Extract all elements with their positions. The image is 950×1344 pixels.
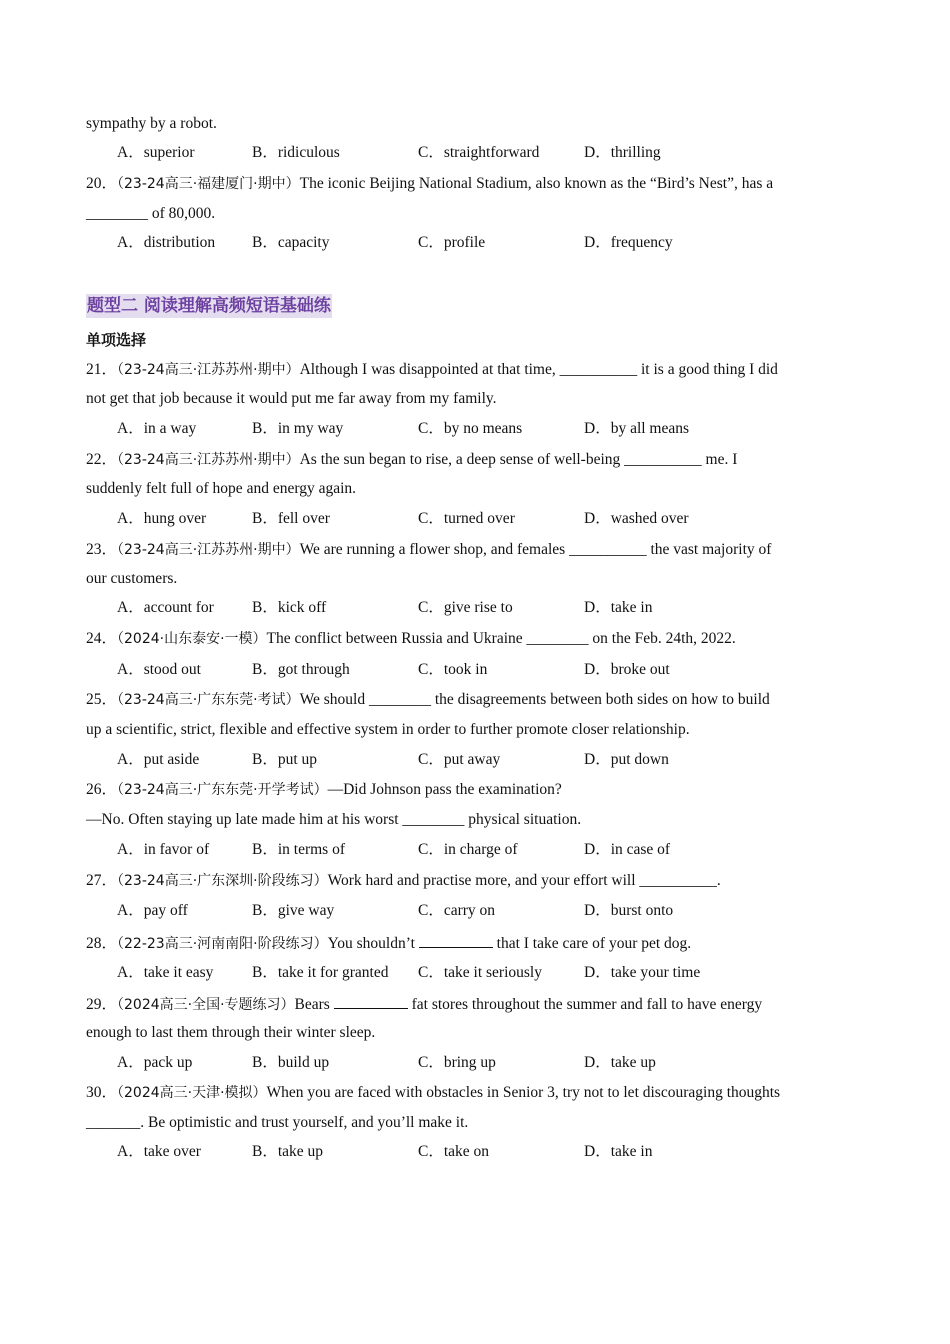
- q29-option-a: A．pack up: [117, 1054, 193, 1071]
- q27-option-d: D．burst onto: [584, 902, 674, 919]
- q25-stem-line1: [86, 690, 770, 710]
- q23-option-b: B．kick off: [252, 599, 327, 616]
- q20-stem-line2: ________ of 80,000.: [86, 205, 216, 222]
- q23-text: We are running a flower shop, and females __________ the vast majority of: [299, 541, 772, 558]
- q23-number: 23．: [86, 541, 118, 558]
- q28-option-d: D．take your time: [584, 964, 701, 981]
- q26-option-a: A．in favor of: [117, 841, 210, 858]
- q25-option-d: D．put down: [584, 751, 669, 768]
- q28-number: 28．: [86, 935, 118, 952]
- q25-stem-line2: up a scientific, strict, flexible and effective system in order to further promote closer relationship.: [86, 721, 690, 738]
- q24-number: 24．: [86, 630, 118, 647]
- q27-stem-line1: [86, 871, 721, 891]
- q20-text: The iconic Beijing National Stadium, also known as the “Bird’s Nest”, has a: [299, 175, 774, 192]
- q24-source: （2024·山东泰安·一模）: [117, 631, 267, 647]
- q30-text: When you are faced with obstacles in Senior 3, try not to let discouraging thoughts: [266, 1084, 781, 1101]
- q19-option-a: A．superior: [117, 144, 195, 161]
- q26-option-d: D．in case of: [584, 841, 671, 858]
- q30-option-a: A．take over: [117, 1143, 201, 1160]
- q24-option-a: A．stood out: [117, 661, 201, 678]
- q19-option-b: B．ridiculous: [252, 144, 340, 161]
- section-heading: 题型二 阅读理解高频短语基础练: [87, 296, 331, 316]
- q30-option-b: B．take up: [252, 1143, 324, 1160]
- q23-options: [117, 598, 877, 618]
- q23-option-a: A．account for: [117, 599, 214, 616]
- q26-number: 26．: [86, 781, 118, 798]
- q30-source: （2024高三·天津·模拟）: [117, 1085, 267, 1101]
- q22-source: （23-24高三·江苏苏州·期中）: [117, 452, 300, 468]
- q26-stem-line2: —No. Often staying up late made him at his worst ________ physical situation.: [86, 811, 582, 828]
- q22-options: [117, 509, 877, 529]
- q28-options: [117, 963, 877, 983]
- q20-source: （23-24高三·福建厦门·期中）: [117, 176, 300, 192]
- q27-option-c: C．carry on: [418, 902, 496, 919]
- q20-option-c: C．profile: [418, 234, 486, 251]
- q24-options: [117, 660, 877, 680]
- q30-option-d: D．take in: [584, 1143, 653, 1160]
- q26-text: —Did Johnson pass the examination?: [327, 781, 562, 798]
- q30-option-c: C．take on: [418, 1143, 490, 1160]
- q29-source: （2024高三·全国·专题练习）: [117, 997, 295, 1013]
- q25-text: We should ________ the disagreements between both sides on how to build: [299, 691, 770, 708]
- q19-text-tail: sympathy by a robot.: [86, 115, 217, 132]
- q25-option-a: A．put aside: [117, 751, 200, 768]
- q21-number: 21．: [86, 361, 118, 378]
- q23-source: （23-24高三·江苏苏州·期中）: [117, 542, 300, 558]
- q28-option-c: C．take it seriously: [418, 964, 542, 981]
- q30-stem-line1: [86, 1083, 780, 1103]
- q30-stem-line2: _______. Be optimistic and trust yourself, and you’ll make it.: [86, 1114, 469, 1131]
- q28-option-a: A．take it easy: [117, 964, 214, 981]
- q28-blank: [419, 932, 493, 948]
- q22-number: 22．: [86, 451, 118, 468]
- q22-option-b: B．fell over: [252, 510, 330, 527]
- q21-option-a: A．in a way: [117, 420, 197, 437]
- q24-text: The conflict between Russia and Ukraine ________ on the Feb. 24th, 2022.: [266, 630, 736, 647]
- q21-option-d: D．by all means: [584, 420, 690, 437]
- q26-source: （23-24高三·广东东莞·开学考试）: [117, 782, 328, 798]
- q29-option-c: C．bring up: [418, 1054, 496, 1071]
- section-subheading: 单项选择: [86, 331, 147, 349]
- q22-text: As the sun began to rise, a deep sense of well-being __________ me. I: [299, 451, 738, 468]
- q25-source: （23-24高三·广东东莞·考试）: [117, 692, 300, 708]
- q21-options: [117, 419, 877, 439]
- q24-option-d: D．broke out: [584, 661, 670, 678]
- q29-option-b: B．build up: [252, 1054, 330, 1071]
- q20-option-b: B．capacity: [252, 234, 330, 251]
- q29-options: [117, 1053, 877, 1073]
- q20-option-d: D．frequency: [584, 234, 673, 251]
- q27-number: 27．: [86, 872, 118, 889]
- q28-text-pre: You shouldn’t: [327, 935, 415, 952]
- q23-option-d: D．take in: [584, 599, 653, 616]
- q29-blank: [334, 993, 408, 1009]
- q27-source: （23-24高三·广东深圳·阶段练习）: [117, 873, 328, 889]
- q25-number: 25．: [86, 691, 118, 708]
- q19-option-c: C．straightforward: [418, 144, 540, 161]
- q22-stem-line1: [86, 450, 737, 470]
- q21-stem-line2: not get that job because it would put me far away from my family.: [86, 390, 497, 407]
- q20-option-a: A．distribution: [117, 234, 216, 251]
- q29-number: 29．: [86, 996, 118, 1013]
- q26-option-c: C．in charge of: [418, 841, 518, 858]
- q24-option-c: C．took in: [418, 661, 488, 678]
- q21-option-b: B．in my way: [252, 420, 344, 437]
- q20-number: 20．: [86, 175, 118, 192]
- q26-option-b: B．in terms of: [252, 841, 345, 858]
- q21-stem-line1: [86, 360, 778, 380]
- q23-option-c: C．give rise to: [418, 599, 513, 616]
- q20-stem-line1: [86, 174, 773, 194]
- q21-source: （23-24高三·江苏苏州·期中）: [117, 362, 300, 378]
- q25-option-c: C．put away: [418, 751, 501, 768]
- q29-text-post: fat stores throughout the summer and fall to have energy: [411, 996, 763, 1013]
- q20-options: [117, 233, 877, 253]
- q26-options: [117, 840, 877, 860]
- q28-option-b: B．take it for granted: [252, 964, 389, 981]
- q27-text: Work hard and practise more, and your effort will __________.: [327, 872, 721, 889]
- q25-option-b: B．put up: [252, 751, 318, 768]
- q24-stem-line1: [86, 629, 736, 649]
- q21-option-c: C．by no means: [418, 420, 523, 437]
- q23-stem-line2: our customers.: [86, 570, 178, 587]
- q22-option-d: D．washed over: [584, 510, 689, 527]
- q28-stem-line1: [86, 932, 691, 954]
- q27-option-a: A．pay off: [117, 902, 188, 919]
- q26-stem-line1: [86, 780, 562, 800]
- q24-option-b: B．got through: [252, 661, 350, 678]
- q27-option-b: B．give way: [252, 902, 335, 919]
- q22-option-c: C．turned over: [418, 510, 515, 527]
- q30-number: 30．: [86, 1084, 118, 1101]
- q23-stem-line1: [86, 540, 771, 560]
- q21-text: Although I was disappointed at that time, __________ it is a good thing I did: [299, 361, 778, 378]
- q30-options: [117, 1142, 877, 1162]
- q27-options: [117, 901, 877, 921]
- q29-text-pre: Bears: [294, 996, 330, 1013]
- q19-options: [117, 143, 877, 163]
- q25-options: [117, 750, 877, 770]
- q22-stem-line2: suddenly felt full of hope and energy again.: [86, 480, 357, 497]
- q29-stem-line1: [86, 993, 762, 1015]
- q29-option-d: D．take up: [584, 1054, 656, 1071]
- q28-source: （22-23高三·河南南阳·阶段练习）: [117, 936, 328, 952]
- q22-option-a: A．hung over: [117, 510, 207, 527]
- q28-text-post: that I take care of your pet dog.: [496, 935, 692, 952]
- q29-stem-line2: enough to last them through their winter sleep.: [86, 1024, 376, 1041]
- q19-option-d: D．thrilling: [584, 144, 661, 161]
